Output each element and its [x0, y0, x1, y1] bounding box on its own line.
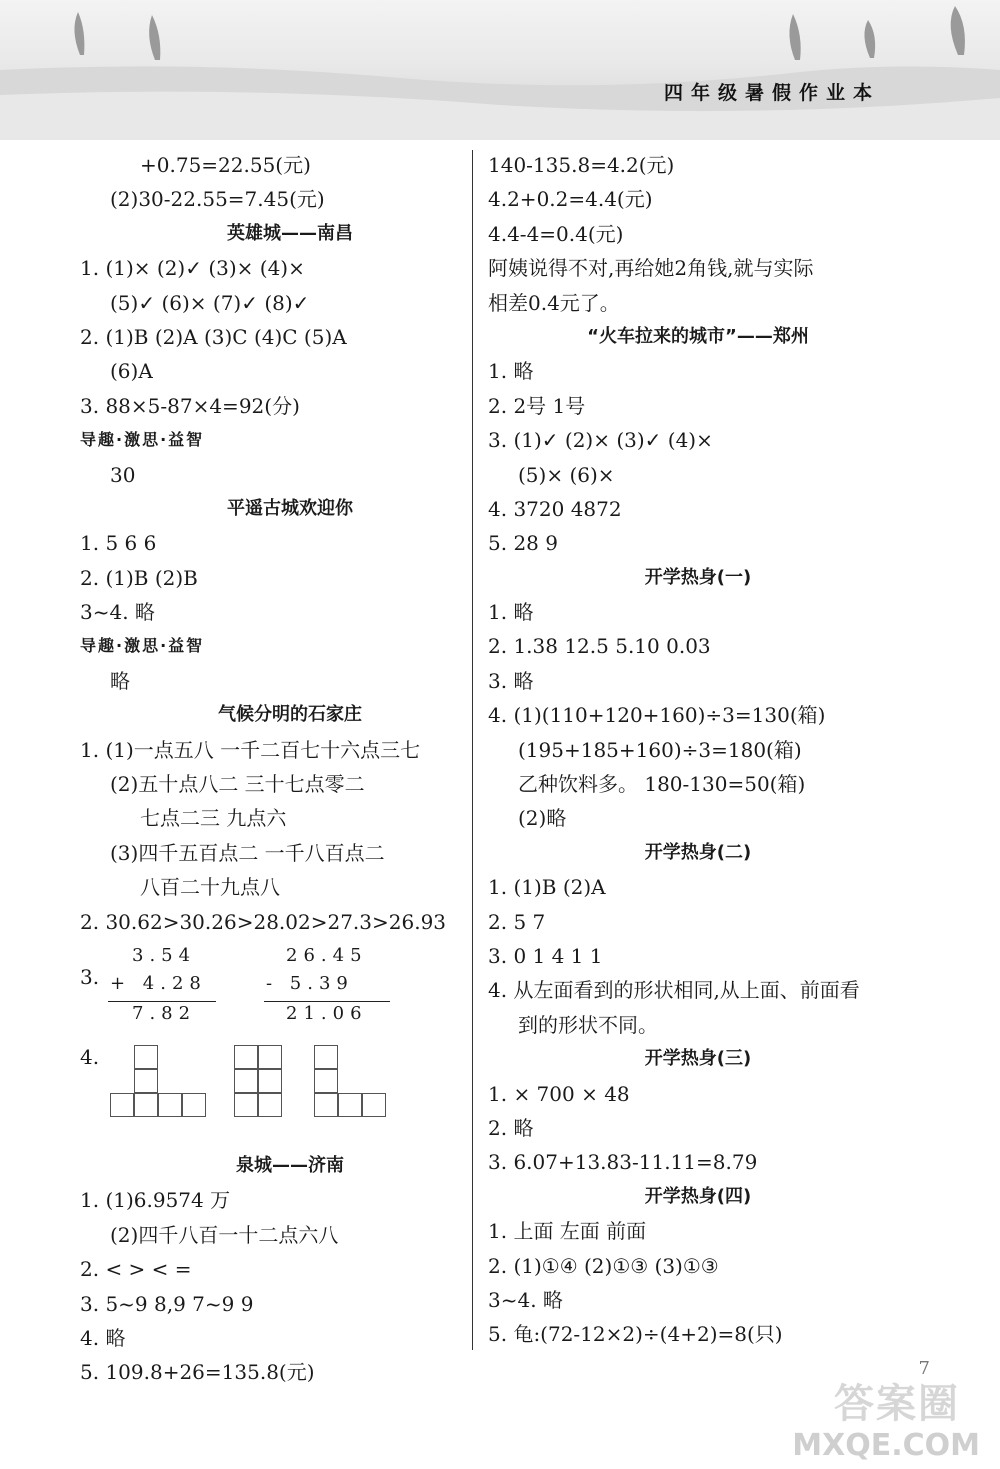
answer-line: 1. (1)B (2)A — [488, 875, 606, 900]
answer-line: 5. 龟:(72-12×2)÷(4+2)=8(只) — [488, 1322, 783, 1347]
book-title: 四年级暑假作业本 — [663, 82, 880, 104]
answer-line: 乙种饮料多。 180-130=50(箱) — [518, 772, 806, 797]
answer-line: (2)五十点八二 三十七点零二 — [110, 772, 365, 797]
answer-line: 1. × 700 × 48 — [488, 1081, 630, 1106]
answer-line: 2. 5 7 — [488, 909, 546, 934]
section-heading: 英雄城——南昌 — [227, 222, 353, 244]
view-grid-cell — [362, 1093, 386, 1117]
answer-line: 2. (1)B (2)B — [80, 565, 198, 590]
answer-line: 3. 略 — [488, 668, 534, 693]
calc-label: 3. — [80, 964, 100, 989]
section-heading: 开学热身(一) — [644, 566, 752, 588]
answer-line: (5)✓ (6)× (7)✓ (8)✓ — [110, 290, 310, 315]
answer-line: 1. (1)一点五八 一千二百七十六点三七 — [80, 737, 421, 762]
answer-line: 5. 109.8+26=135.8(元) — [80, 1360, 315, 1385]
answer-line: +0.75=22.55(元) — [140, 153, 311, 177]
vertical-calculation — [80, 939, 500, 1039]
answer-line: 1. (1)× (2)✓ (3)× (4)× — [80, 256, 305, 281]
answer-line: 5. 28 9 — [488, 531, 558, 556]
view-grid-cell — [258, 1069, 282, 1093]
view-grid-cell — [314, 1045, 338, 1069]
answer-line: 3. 0 1 4 1 1 — [488, 943, 603, 968]
right-column — [488, 148, 908, 1352]
add-operand-a: 3.54 — [132, 944, 197, 966]
answer-line: 4.4-4=0.4(元) — [488, 221, 624, 246]
answer-line: (2)30-22.55=7.45(元) — [110, 187, 325, 212]
left-column — [80, 148, 500, 1390]
answer-line: 140-135.8=4.2(元) — [488, 153, 675, 177]
sub-operand-b: - 5.39 — [266, 972, 354, 994]
add-result: 7.82 — [132, 1002, 197, 1024]
answer-line: 八百二十九点八 — [140, 875, 280, 900]
answer-line: 2. 略 — [488, 1115, 534, 1140]
answer-line: 到的形状不同。 — [518, 1012, 658, 1037]
view-grid-cell — [134, 1069, 158, 1093]
view-grid-cell — [338, 1093, 362, 1117]
page-number: 7 — [918, 1358, 930, 1379]
view-grid-cell — [134, 1045, 158, 1069]
answer-line: 相差0.4元了。 — [488, 290, 620, 315]
view-grid-cell — [314, 1093, 338, 1117]
answer-line: 七点二三 九点六 — [140, 806, 287, 831]
landscape-decoration — [0, 0, 1000, 140]
view-grid-cell — [234, 1045, 258, 1069]
section-heading: 开学热身(二) — [644, 841, 752, 863]
section-heading: 开学热身(三) — [644, 1048, 752, 1070]
answer-line: 阿姨说得不对,再给她2角钱,就与实际 — [488, 256, 814, 281]
answer-line: (2)四千八百一十二点六八 — [110, 1222, 339, 1247]
subsection-label: 导趣·激思·益智 — [80, 636, 205, 656]
answer-line: 1. 略 — [488, 600, 534, 625]
answer-line: 2. (1)B (2)A (3)C (4)C (5)A — [80, 324, 347, 349]
sub-operand-a: 26.45 — [286, 944, 368, 966]
header-banner — [0, 0, 1000, 140]
answer-line: 3~4. 略 — [488, 1287, 563, 1312]
answer-line: 2. 30.62>30.26>28.02>27.3>26.93 — [80, 909, 447, 934]
section-heading: “火车拉来的城市”——郑州 — [587, 325, 809, 347]
answer-line: 4. 略 — [80, 1325, 126, 1350]
answer-line: 3. 6.07+13.83-11.11=8.79 — [488, 1150, 758, 1175]
add-operand-b: + 4.28 — [110, 972, 207, 994]
view-grid-cell — [314, 1069, 338, 1093]
view-grid-cell — [258, 1045, 282, 1069]
answer-line: 4. 从左面看到的形状相同,从上面、前面看 — [488, 978, 860, 1003]
answer-line: 2. < > < = — [80, 1257, 192, 1282]
answer-line: 3. 5~9 8,9 7~9 9 — [80, 1291, 254, 1316]
subsection-label: 导趣·激思·益智 — [80, 430, 205, 450]
answer-line: 1. 略 — [488, 359, 534, 384]
answer-line: 3~4. 略 — [80, 600, 155, 625]
answer-line: 3. (1)✓ (2)× (3)✓ (4)× — [488, 428, 713, 453]
cube-views — [80, 1039, 500, 1149]
answer-line: 2. (1)①④ (2)①③ (3)①③ — [488, 1253, 719, 1278]
answer-line: 1. (1)6.9574 万 — [80, 1188, 231, 1213]
section-heading: 泉城——济南 — [236, 1154, 344, 1176]
watermark-url: MXQE.COM — [792, 1428, 980, 1463]
view-grid-cell — [158, 1093, 182, 1117]
watermark-logo: 答案圈 — [834, 1381, 960, 1427]
answer-line: 略 — [110, 668, 130, 693]
sub-result: 21.06 — [286, 1002, 368, 1024]
section-heading: 平遥古城欢迎你 — [227, 497, 353, 519]
view-grid-cell — [234, 1069, 258, 1093]
answer-line: 2. 1.38 12.5 5.10 0.03 — [488, 634, 711, 659]
view-grid-cell — [134, 1093, 158, 1117]
answer-line: (5)× (6)× — [518, 462, 615, 487]
view-grid-cell — [182, 1093, 206, 1117]
answer-line: (6)A — [110, 359, 153, 384]
answer-line: 2. 2号 1号 — [488, 393, 586, 418]
section-heading: 开学热身(四) — [644, 1185, 752, 1207]
view-grid-cell — [258, 1093, 282, 1117]
section-heading: 气候分明的石家庄 — [218, 704, 362, 726]
answer-line: 4.2+0.2=4.4(元) — [488, 187, 653, 212]
view-grid-cell — [110, 1093, 134, 1117]
answer-line: (195+185+160)÷3=180(箱) — [518, 737, 802, 762]
view-grid-cell — [234, 1093, 258, 1117]
answer-line: 4. 3720 4872 — [488, 496, 622, 521]
answer-line: 4. (1)(110+120+160)÷3=130(箱) — [488, 703, 826, 728]
answer-line: (3)四千五百点二 一千八百点二 — [110, 840, 385, 865]
answer-line: (2)略 — [518, 806, 567, 831]
answer-line: 3. 88×5-87×4=92(分) — [80, 393, 300, 418]
shapes-label: 4. — [80, 1044, 100, 1069]
answer-line: 1. 上面 左面 前面 — [488, 1219, 647, 1244]
answer-line: 30 — [110, 462, 136, 487]
answer-line: 1. 5 6 6 — [80, 531, 157, 556]
